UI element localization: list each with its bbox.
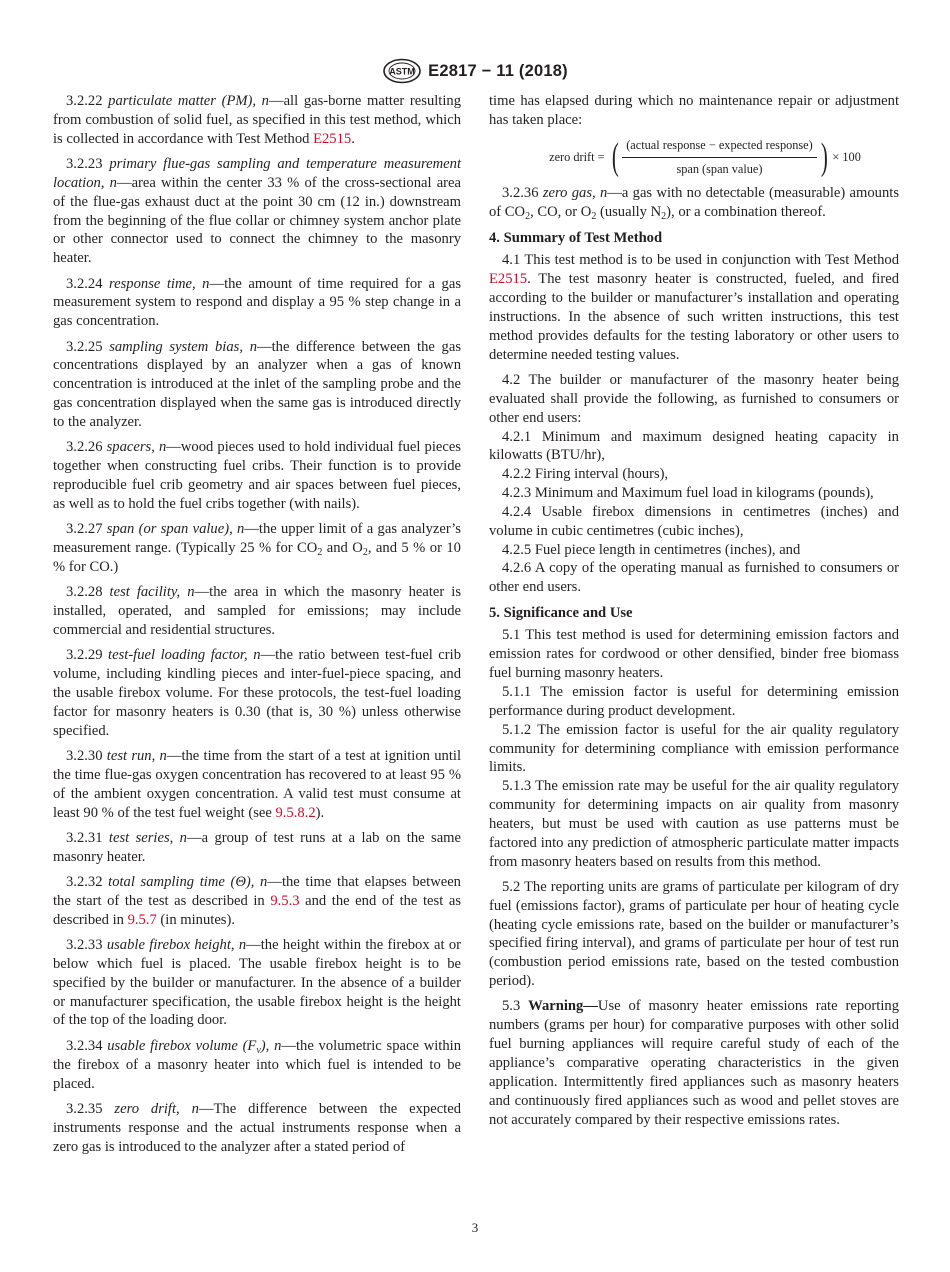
page-header [0,56,950,86]
paragraph-4-2: 4.2 The builder or manufacturer of the masonry heater being evaluated shall provide the following, as furnished to consumers or other end users: [489,371,899,426]
item-4-2-1: 4.2.1 Minimum and maximum designed heating capacity in kilowatts (BTU/hr), [489,428,899,464]
section-4-heading: 4. Summary of Test Method [489,229,663,246]
definition-3-2-29: 3.2.29 test-fuel loading factor, n—the ratio between test-fuel crib volume, including kindling pieces and inter-fuel-piece spacing, and the usable firebox volume. For these protocols, the test-fuel loading factor for masonry heaters is 0.30 (that is, 30 %) unless otherwise specified. [53,647,461,739]
formula-multiplier: × 100 [832,149,861,164]
definition-3-2-25: 3.2.25 sampling system bias, n—the difference between the gas concentrations displayed by an analyzer when a gas of known concentration is introduced at the inlet of the sampling probe and the gas concentration displayed when the same gas is introduced directly to the analyzer. [53,338,462,430]
astm-logo-icon [382,58,422,84]
paragraph-5-1-1: 5.1.1 The emission factor is useful for determining emission performance during product development. [489,683,900,719]
link-9-5-7[interactable]: 9.5.7 [127,911,157,928]
paragraph-5-1-2: 5.1.2 The emission factor is useful for the air quality regulatory community for determining compliance with emission performance limits. [489,721,899,776]
item-4-2-4: 4.2.4 Usable firebox dimensions in centimetres (inches) and volume in cubic centimetres (cubic inches), [489,503,899,539]
formula-denominator: span (span value) [676,161,763,176]
zero-drift-formula [511,136,899,179]
item-4-2-3: 4.2.3 Minimum and Maximum fuel load in kilograms (pounds), [502,485,874,502]
definition-3-2-30: 3.2.30 test run, n—the time from the start of a test at ignition until the time flue-gas oxygen concentration has recovered to at least 95 % of the ambient oxygen concentration. A valid test must consume at least 90 % of the test fuel weight (see 9.5.8.2). [53,748,462,821]
warning-label: Warning— [528,998,598,1015]
paragraph-5-2: 5.2 The reporting units are grams of particulate per kilogram of dry fuel (emissions factor), grams of particulate per hour of heating cycle (heating cycle emissions rate, based on the builder or manufacturer’s specified firing interval), and grams of particulate per hour of test run (combustion period emissions rate, based on the tested combustion period). [489,878,899,990]
paragraph-5-1: 5.1 This test method is used for determining emission factors and emission rates for cordwood or other densified, binder free biomass fuel burning masonry heaters. [489,627,900,682]
paragraph-5-3: 5.3 Warning—Use of masonry heater emissions rate reporting numbers (grams per hour) for comparative purposes with other solid fuel burning appliances will require careful study of each of the appliance’s comparative operating characteristics in the given application. Intermittently fired appliances such as masonry heaters and continuously fired appliances such as wood and pellet stoves are not accurately compared by their respective emissions rates. [489,998,899,1128]
definition-3-2-34: 3.2.34 usable firebox volume $(F_v)$, n—the volumetric space within the firebox of a masonry heater into which fuel is intended to be placed. [53,1037,461,1092]
formula-close-paren: ) [820,136,828,179]
definition-3-2-36: 3.2.36 zero gas, n—a gas with no detectable (measurable) amounts of $CO_2$, CO, or $O_2$ (usually $N_2$), or a combination thereof. [489,185,899,223]
right-column [489,92,899,1129]
section-5-heading: 5. Significance and Use [489,604,633,621]
definition-3-2-35-continued: time has elapsed during which no maintenance repair or adjustment has taken place: [489,93,899,128]
item-4-2-6: 4.2.6 A copy of the operating manual as furnished to consumers or other end users. [489,560,900,596]
page-number: 3 [471,1220,479,1235]
left-column [53,92,461,1156]
link-9-5-8-2[interactable]: 9.5.8.2 [275,804,316,821]
item-4-2-2: 4.2.2 Firing interval (hours), [502,466,669,483]
document-designation: E2817 − 11 (2018) [428,61,568,80]
link-e2515[interactable]: E2515 [313,130,352,147]
definition-3-2-24: 3.2.24 response time, n—the amount of time required for a gas measurement system to respond and display a 95 % step change in a gas concentration. [53,275,461,330]
definition-3-2-27: 3.2.27 span (or span value), n—the upper limit of a gas analyzer’s measurement range. (Typically 25 % for $CO_2$ and $O_2$, and 5 % or 10 % for CO.) [53,521,461,575]
definition-3-2-26: 3.2.26 spacers, n—wood pieces used to hold individual fuel pieces together when constructing fuel cribs. Their function is to provide reproducible fuel crib geometry and air spaces between fuel pieces, as well as to hold the fuel cribs together (with nails). [53,439,461,512]
link-9-5-3[interactable]: 9.5.3 [270,892,300,909]
item-4-2-5: 4.2.5 Fuel piece length in centimetres (inches), and [502,541,801,558]
definition-3-2-35: 3.2.35 zero drift, n—The difference between the expected instruments response and the actual instruments response when a zero gas is introduced to the analyzer after a stated period of [53,1100,461,1155]
definition-3-2-31: 3.2.31 test series, n—a group of test runs at a lab on the same masonry heater. [53,829,461,865]
link-e2515-section-4[interactable]: E2515 [489,271,528,288]
paragraph-4-1: 4.1 This test method is to be used in conjunction with Test Method E2515. The test masonry heater is constructed, fueled, and fired according to the builder or manufacturer’s installation and operating instructions. In the absence of such written instructions, this test method provides defaults for the testing laboratory or other users to determine needed testing values. [489,252,899,363]
definition-3-2-23: 3.2.23 primary flue-gas sampling and temperature measurement location, n—area within the center 33 % of the cross-sectional area of the flue-gas exhaust duct at the point 30 cm (12 in.) downstream from the beginning of the flue collar or chimney system anchor plate or other connector used to connect the chimney to the masonry heater. [53,156,462,267]
paragraph-5-1-3: 5.1.3 The emission rate may be useful for the air quality regulatory community for determining impacts on air quality from masonry heaters, but must be used with caution as use patterns must be factored into any prediction of atmospheric particulate matter impacts from masonry heaters based on results from this method. [489,778,899,870]
definition-3-2-28: 3.2.28 test facility, n—the area in which the masonry heater is installed, operated, and sampled for emissions; may include commercial and residential structures. [53,584,461,638]
formula-fraction [622,136,817,179]
formula-label: zero drift = [549,149,605,164]
formula-open-paren: ( [611,136,619,179]
definition-3-2-32: 3.2.32 total sampling time (Θ), n—the time that elapses between the start of the test as described in 9.5.3 and the end of the test as described in 9.5.7 (in minutes). [53,874,461,928]
definition-3-2-33: 3.2.33 usable firebox height, n—the height within the firebox at or below which fuel is placed. The usable firebox height is to be specified by the builder or manufacturer. In the absence of a builder or manufacturer specification, the usable firebox height is the height of the top of the loading door. [53,937,462,1029]
definition-3-2-22: 3.2.22 particulate matter (PM), n—all gas-borne matter resulting from combustion of solid fuel, as specified in this test method, which is collected in accordance with Test Method E2515. [53,93,462,147]
formula-numerator: (actual response − expected response) [622,136,817,158]
svg-text:ASTM: ASTM [389,66,415,77]
